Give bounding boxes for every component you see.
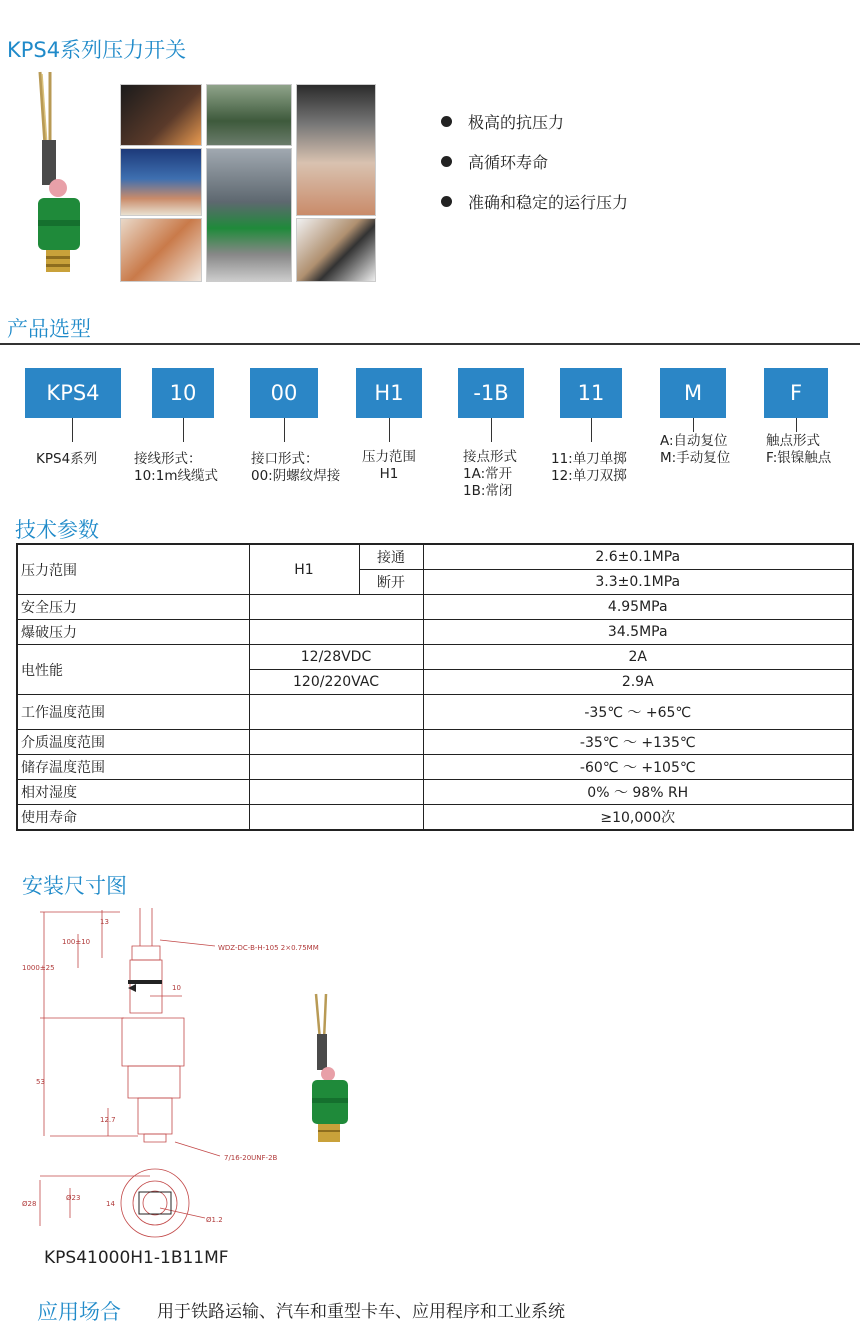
dim-label: Ø23	[66, 1194, 81, 1202]
dim-label: 1000±25	[22, 964, 55, 972]
table-row	[17, 695, 853, 730]
spec-label: 爆破压力	[17, 620, 249, 645]
connector-line	[72, 418, 73, 442]
table-row	[17, 755, 853, 780]
code-box: 11	[560, 368, 622, 418]
production-photos	[120, 84, 374, 280]
connector-line	[591, 418, 592, 442]
bullet-icon	[441, 116, 452, 127]
table-row	[17, 595, 853, 620]
spec-value: -35℃ ～ +65℃	[423, 695, 853, 730]
spec-value: -35℃ ～ +135℃	[423, 730, 853, 755]
dim-label: Ø28	[22, 1200, 37, 1208]
spec-label: 使用寿命	[17, 805, 249, 831]
product-thumbnail	[302, 992, 362, 1152]
spec-value: 3.3±0.1MPa	[423, 570, 853, 595]
dim-label: 13	[100, 918, 109, 926]
code-box: 00	[250, 368, 318, 418]
page-title: KPS4系列压力开关	[7, 38, 187, 62]
spec-value: 2A	[423, 645, 853, 670]
code-box: KPS4	[25, 368, 121, 418]
connector-line	[693, 418, 694, 432]
dim-label: Ø1.2	[206, 1216, 223, 1224]
spec-sub: 断开	[359, 570, 423, 595]
spec-label: 电性能	[17, 645, 249, 695]
table-row	[17, 780, 853, 805]
table-row	[17, 730, 853, 755]
spec-value: 34.5MPa	[423, 620, 853, 645]
dim-label: 10	[172, 984, 181, 992]
dim-label: 12.7	[100, 1116, 116, 1124]
selection-title: 产品选型	[7, 317, 91, 341]
spec-value: 0% ～ 98% RH	[423, 780, 853, 805]
table-row	[17, 645, 853, 670]
spec-value: ≥10,000次	[423, 805, 853, 831]
dim-label: 7/16-20UNF-2B	[224, 1154, 278, 1162]
spec-sub: 120/220VAC	[249, 670, 423, 695]
spec-value: 2.9A	[423, 670, 853, 695]
product-image	[28, 70, 98, 290]
bullet-icon	[441, 196, 452, 207]
bullet-icon	[441, 156, 452, 167]
code-desc: 接点形式 1A:常开 1B:常闭	[463, 449, 517, 499]
model-number: KPS41000H1-1B11MF	[44, 1248, 229, 1268]
table-row	[17, 620, 853, 645]
spec-label: 介质温度范围	[17, 730, 249, 755]
spec-sub: H1	[249, 544, 359, 595]
code-box: F	[764, 368, 828, 418]
code-box: -1B	[458, 368, 524, 418]
dim-label: 14	[106, 1200, 115, 1208]
table-row	[17, 544, 853, 570]
code-desc: 接口形式： 00:阴螺纹焊接	[251, 451, 341, 484]
connector-line	[389, 418, 390, 442]
spec-table	[16, 543, 854, 831]
spec-label: 安全压力	[17, 595, 249, 620]
feature-item: 极高的抗压力	[441, 110, 564, 133]
code-desc: 触点形式 F:银镍触点	[766, 433, 832, 466]
feature-item: 高循环寿命	[441, 150, 548, 173]
spec-label: 相对湿度	[17, 780, 249, 805]
table-row	[17, 805, 853, 831]
code-desc: KPS4系列	[36, 451, 98, 467]
section-divider	[0, 343, 860, 345]
application-title: 应用场合	[37, 1300, 121, 1324]
connector-line	[284, 418, 285, 442]
code-box: H1	[356, 368, 422, 418]
spec-value: -60℃ ～ +105℃	[423, 755, 853, 780]
tech-title: 技术参数	[15, 518, 99, 542]
dimensions-title: 安装尺寸图	[22, 874, 127, 898]
code-desc: A:自动复位 M:手动复位	[660, 433, 731, 466]
dim-label: 53	[36, 1078, 45, 1086]
code-box: 10	[152, 368, 214, 418]
spec-sub: 接通	[359, 544, 423, 570]
code-box: M	[660, 368, 726, 418]
spec-value: 4.95MPa	[423, 595, 853, 620]
code-desc: 压力范围 H1	[362, 449, 416, 482]
spec-value: 2.6±0.1MPa	[423, 544, 853, 570]
dim-label: WDZ-DC-B-H-105 2×0.75MM	[218, 944, 319, 952]
spec-label: 工作温度范围	[17, 695, 249, 730]
connector-line	[796, 418, 797, 432]
spec-label: 储存温度范围	[17, 755, 249, 780]
code-desc: 11:单刀单掷 12:单刀双掷	[551, 451, 627, 484]
spec-label: 压力范围	[17, 544, 249, 595]
feature-item: 准确和稳定的运行压力	[441, 190, 628, 213]
connector-line	[183, 418, 184, 442]
code-desc: 接线形式： 10:1m线缆式	[134, 451, 218, 484]
connector-line	[491, 418, 492, 442]
application-text: 用于铁路运输、汽车和重型卡车、应用程序和工业系统	[157, 1302, 565, 1322]
dim-label: 100±10	[62, 938, 91, 946]
spec-sub: 12/28VDC	[249, 645, 423, 670]
